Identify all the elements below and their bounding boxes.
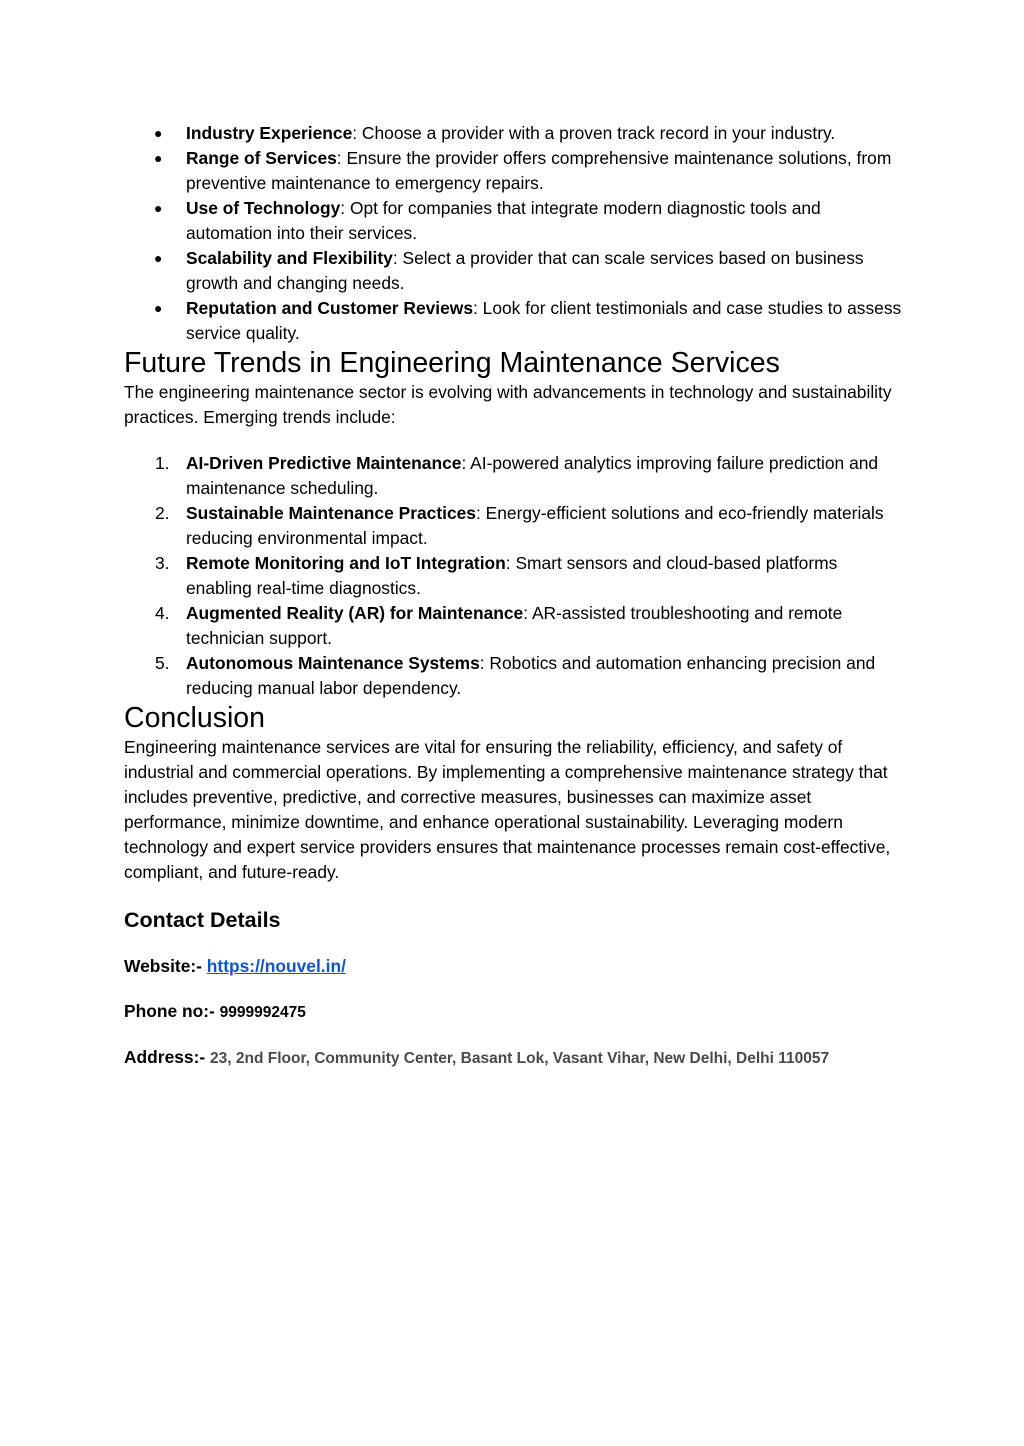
list-item-text: : Select a provider that can scale services based on business growth and changing needs. [186,248,864,293]
list-item-text: : Look for client testimonials and case studies to assess service quality. [186,298,902,343]
list-item-term: Reputation and Customer Reviews [186,298,473,318]
list-item-term: Sustainable Maintenance Practices [186,503,476,523]
list-item-text: : AI-powered analytics improving failure prediction and maintenance scheduling. [186,453,879,498]
list-number: 1. [155,453,170,473]
contact-address [124,1045,904,1071]
contact-phone [124,999,904,1025]
list-item-term: Industry Experience [186,123,353,143]
phone-label: Phone no:- [124,1001,215,1021]
address-label: Address:- [124,1047,206,1067]
list-item [124,121,904,146]
list-item-term: Use of Technology [186,198,341,218]
website-label: Website:- [124,956,202,976]
list-item [124,246,904,296]
list-item-text: : Opt for companies that integrate modern diagnostic tools and automation into their services. [186,198,821,243]
list-item-term: Autonomous Maintenance Systems [186,653,480,673]
conclusion-heading: Conclusion [124,702,265,734]
website-link[interactable]: https://nouvel.in/ [206,956,346,976]
page-content [124,121,904,1071]
contact-website [124,954,904,979]
list-number: 5. [155,653,170,673]
list-item [124,551,904,601]
address-value: 23, 2nd Floor, Community Center, Basant Lok, Vasant Vihar, New Delhi, Delhi 110057 [210,1050,830,1067]
future-trends-intro: The engineering maintenance sector is evolving with advancements in technology and sustainability practices. Emerging trends include: [124,382,892,427]
list-number: 3. [155,553,170,573]
phone-value: 9999992475 [219,1004,306,1021]
bullet-icon: ● [154,300,163,316]
list-item-term: Augmented Reality (AR) for Maintenance [186,603,524,623]
list-item [124,501,904,551]
future-trends-heading: Future Trends in Engineering Maintenance Services [124,347,780,379]
list-item-text: : Smart sensors and cloud-based platforms enabling real-time diagnostics. [186,553,838,598]
list-item-text: : AR-assisted troubleshooting and remote technician support. [186,603,843,648]
provider-criteria-list [124,121,904,346]
list-item-term: Range of Services [186,148,337,168]
list-number: 4. [155,603,170,623]
bullet-icon: ● [154,150,163,166]
list-item-text: : Ensure the provider offers comprehensive maintenance solutions, from preventive maintenance to emergency repairs. [186,148,892,193]
conclusion-paragraph: Engineering maintenance services are vital for ensuring the reliability, efficiency, and safety of industrial and commercial operations. By implementing a comprehensive maintenance strategy that includes preventive, predictive, and corrective measures, businesses can maximize asset performance, minimize downtime, and enhance operational sustainability. Leveraging modern technology and expert service providers ensures that maintenance processes remain cost-effective, compliant, and future-ready. [124,737,891,882]
list-number: 2. [155,503,170,523]
list-item-term: Remote Monitoring and IoT Integration [186,553,506,573]
list-item [124,651,904,701]
bullet-icon: ● [154,200,163,216]
bullet-icon: ● [154,125,163,141]
list-item-term: AI-Driven Predictive Maintenance [186,453,462,473]
list-item [124,296,904,346]
list-item [124,196,904,246]
list-item [124,451,904,501]
list-item-text: : Energy-efficient solutions and eco-friendly materials reducing environmental impact. [186,503,884,548]
list-item-text: : Choose a provider with a proven track record in your industry. [352,123,836,143]
future-trends-list [124,451,904,701]
list-item-term: Scalability and Flexibility [186,248,393,268]
contact-heading: Contact Details [124,908,281,932]
list-item [124,146,904,196]
bullet-icon: ● [154,250,163,266]
list-item [124,601,904,651]
list-item-text: : Robotics and automation enhancing precision and reducing manual labor dependency. [186,653,876,698]
